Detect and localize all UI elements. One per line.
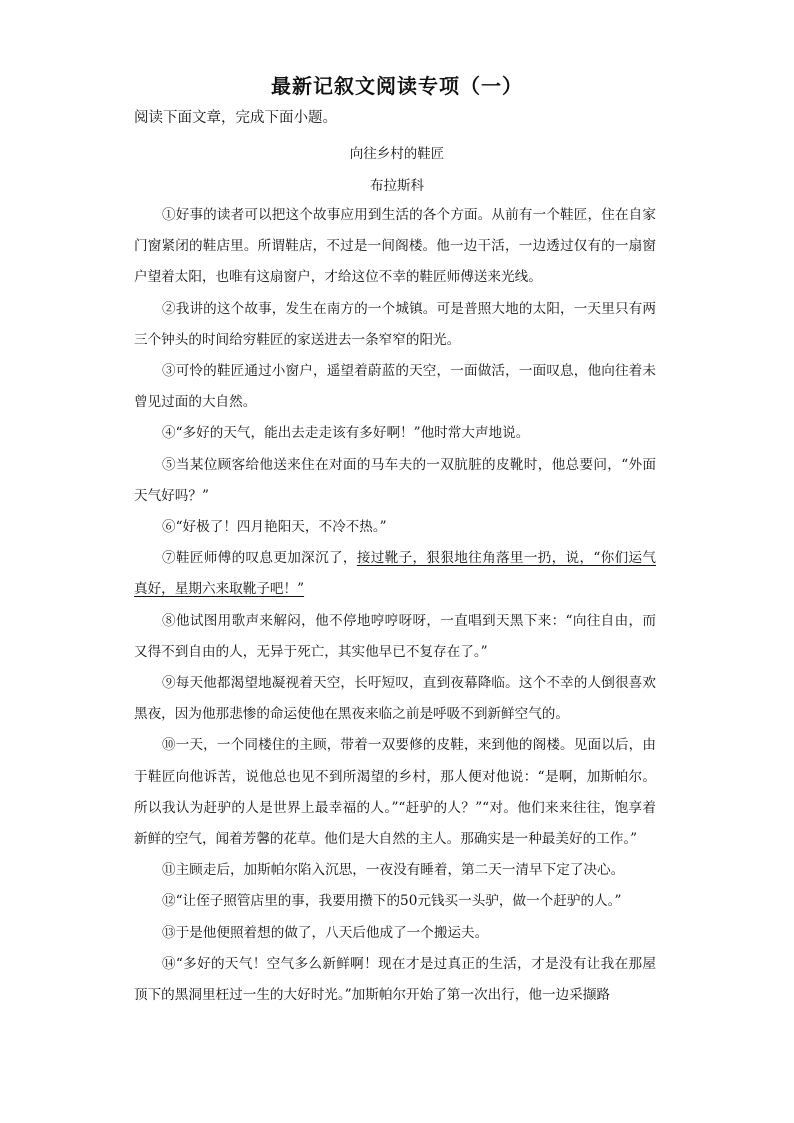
paragraph-13: ⑬于是他便照着想的做了，八天后他成了一个搬运夫。: [162, 924, 489, 941]
paragraph-7-text: ⑦鞋匠师傅的叹息更加深沉了，: [162, 550, 357, 567]
paragraph-9: ⑨每天他都渴望地凝视着天空，长吁短叹，直到夜幕降临。这个不幸的人倒很喜欢黑夜，因为他那悲惨的命运使他在黑夜来临之前是呼吸不到新鲜空气的。: [134, 675, 656, 723]
story-body: [134, 200, 656, 1011]
paragraph-5: ⑤当某位顾客给他送来住在对面的马车夫的一双肮脏的皮靴时，他总要问，“外面天气好吗？”: [134, 456, 656, 504]
paragraph-6: ⑥“好极了！四月艳阳天，不冷不热。”: [162, 519, 387, 536]
story-title: 向往乡村的鞋匠: [349, 146, 445, 162]
paragraph-12: ⑫“让侄子照管店里的事，我要用攒下的50元钱买一头驴，做一个赶驴的人。”: [162, 893, 622, 910]
paragraph-14: ⑭“多好的天气！空气多么新鲜啊！现在才是过真正的生活，才是没有让我在那屋顶下的黑洞里枉过一生的大好时光。”加斯帕尔开始了第一次出行，他一边采撷路: [134, 955, 656, 1004]
paragraph-8: ⑧他试图用歌声来解闷，他不停地哼哼呀呀，一直唱到天黑下来：“向往自由，而又得不到自由的人，无异于死亡，其实他早已不复存在了。”: [134, 612, 656, 660]
paragraph-3: ③可怜的鞋匠通过小窗户，遥望着蔚蓝的天空，一面做活，一面叹息，他向往着未曾见过面的大自然。: [134, 363, 656, 411]
paragraph-7-underlined-text: 接过靴子，狠狠地往角落里一扔，说，“你们运气真好，星期六来取靴子吧！”: [134, 550, 657, 598]
paragraph-2: ②我讲的这个故事，发生在南方的一个城镇。可是普照大地的太阳，一天里只有两三个钟头的时间给穷鞋匠的家送进去一条窄窄的阳光。: [134, 300, 656, 348]
paragraph-11: ⑪主顾走后，加斯帕尔陷入沉思，一夜没有睡着，第二天一清早下定了决心。: [162, 862, 625, 879]
paragraph-1: ①好事的读者可以把这个故事应用到生活的各个方面。从前有一个鞋匠，住在自家门窗紧闭的鞋店里。所谓鞋店，不过是一间阁楼。他一边干活，一边透过仅有的一扇窗户望着太阳，也唯有这扇窗户，才给这位不幸的鞋匠师傅送来光线。: [134, 207, 656, 286]
document-title: 最新记叙文阅读专项（一）: [271, 74, 523, 98]
instruction-text: 阅读下面文章，完成下面小题。: [134, 110, 337, 126]
paragraph-4: ④“多好的天气，能出去走走该有多好啊！”他时常大声地说。: [162, 425, 530, 442]
story-author: 布拉斯科: [370, 178, 424, 194]
paragraph-7: [134, 543, 656, 605]
paragraph-10: ⑩一天，一个同楼住的主顾，带着一双要修的皮鞋，来到他的阁楼。见面以后，由于鞋匠向他诉苦，说他总也见不到所渴望的乡村，那人便对他说：“是啊，加斯帕尔。所以我认为赶驴的人是世界上最幸福的人。”“赶驴的人？”“对。他们来来往往，饱享着新鲜的空气，闻着芳馨的花草。他们是大自然的主人。那确实是一种最美好的工作。”: [134, 737, 656, 848]
